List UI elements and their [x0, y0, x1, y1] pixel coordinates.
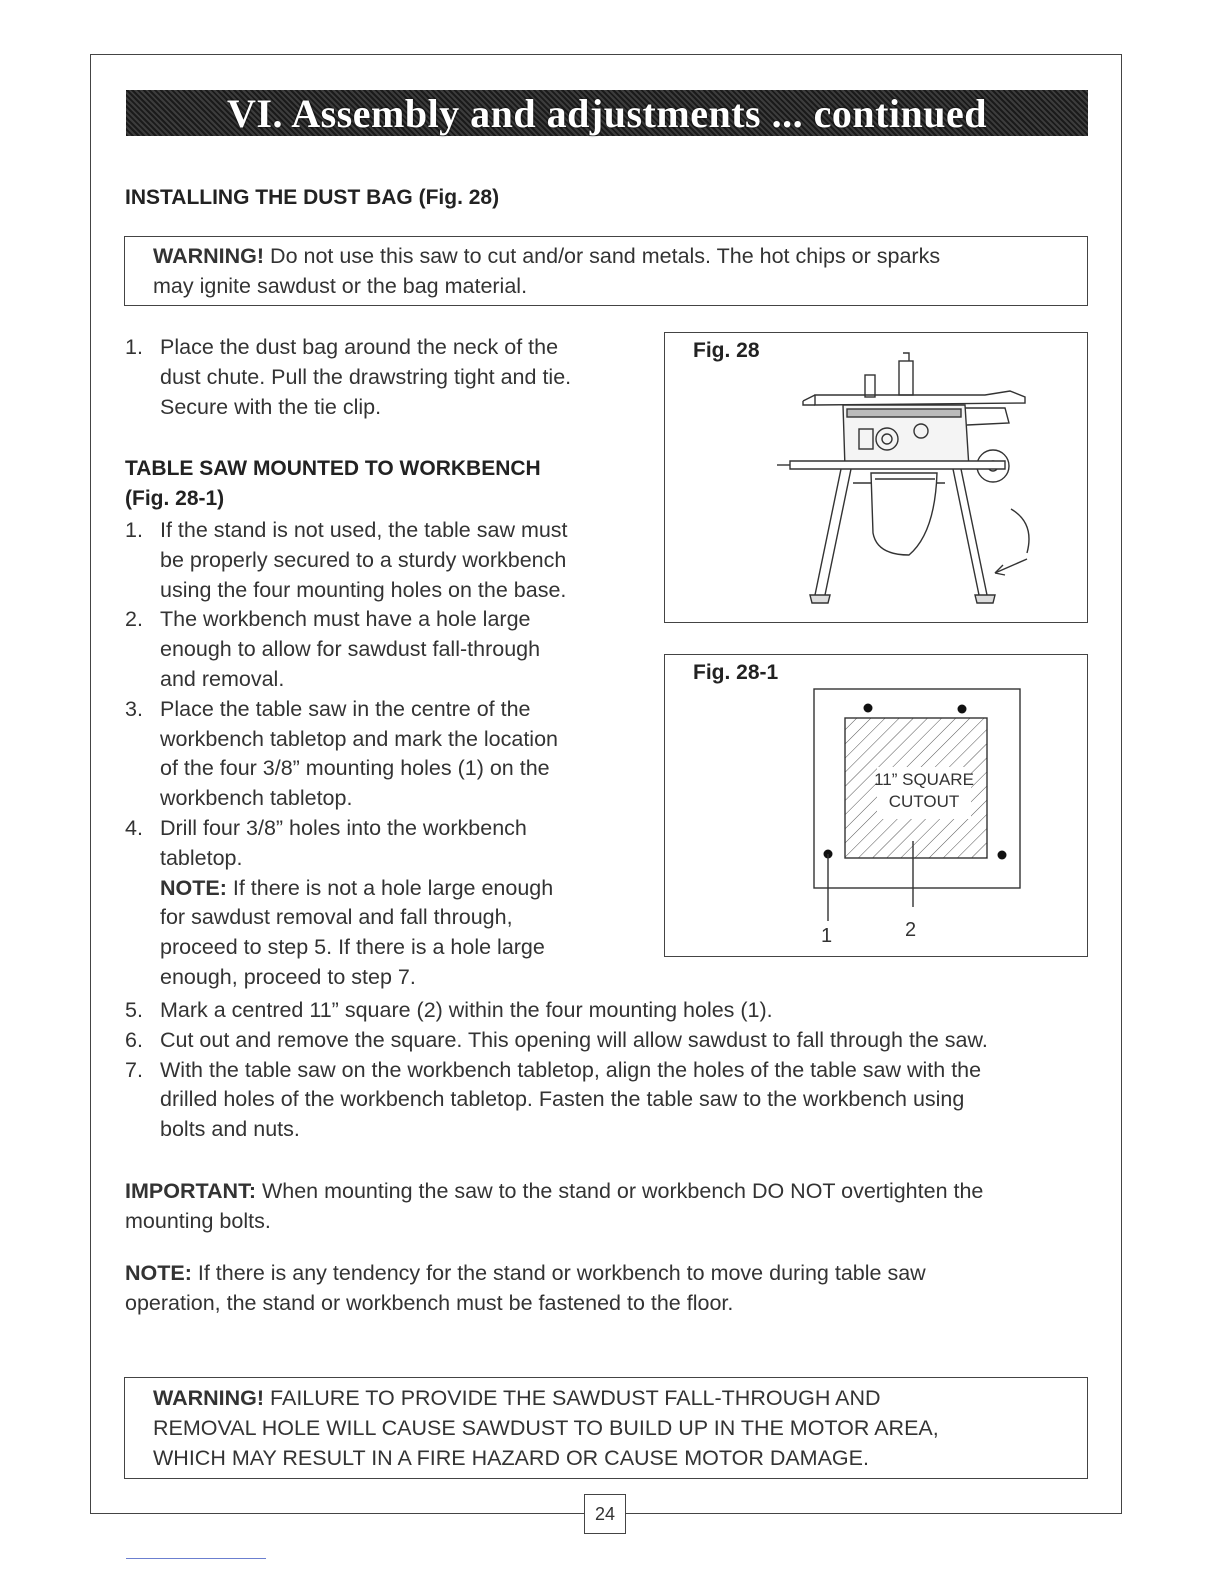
list-item: 3. Place the table saw in the centre of the workbench tabletop and mark the location of the four 3/8” mounting holes (1) on the workbench tabletop. [125, 696, 558, 811]
important-paragraph: IMPORTANT: When mounting the saw to the stand or workbench DO NOT overtighten the mounting bolts. [125, 1179, 984, 1233]
figure-28-1 [664, 654, 1088, 957]
section-banner [126, 90, 1088, 136]
footer-line [126, 1558, 266, 1559]
cutout-text: 11” SQUARE CUTOUT [874, 770, 974, 811]
mounting-hole [998, 851, 1007, 860]
workbench-steps [125, 516, 645, 993]
banner-title: VI. Assembly and adjustments ... continued [226, 90, 988, 136]
list-item: 6. Cut out and remove the square. This opening will allow sawdust to fall through the saw. [125, 1027, 988, 1052]
callout-2: 2 [905, 919, 917, 941]
list-item: 2. The workbench must have a hole large enough to allow for sawdust fall-through and removal. [125, 607, 541, 691]
fig28-label: Fig. 28 [693, 339, 760, 362]
workbench-heading: TABLE SAW MOUNTED TO WORKBENCH (Fig. 28-1) [125, 457, 541, 510]
list-item: 1. Place the dust bag around the neck of the dust chute. Pull the drawstring tight and tie. Secure with the tie clip. [125, 335, 572, 419]
warning-metals-line2: may ignite sawdust or the bag material. [153, 274, 528, 298]
note-paragraph: NOTE: If there is any tendency for the stand or workbench to move during table saw operation, the stand or workbench must be fastened to the floor. [125, 1261, 926, 1315]
dust-bag-step [125, 333, 645, 422]
note-label: NOTE: [125, 1261, 192, 1285]
workbench-steps-wide [125, 996, 1095, 1145]
warning-box-metals [124, 236, 1088, 306]
dust-bag-heading: INSTALLING THE DUST BAG (Fig. 28) [125, 186, 500, 209]
fig28-1-label: Fig. 28-1 [693, 661, 779, 684]
step4-note: NOTE: If there is not a hole large enough [160, 875, 554, 900]
list-item: 4. Drill four 3/8” holes into the workbench tabletop. NOTE: If there is not a hole large enough for sawdust removal and fall through, proceed to step 5. If there is a hole large enough, proceed to step 7. [125, 814, 645, 993]
mounting-hole [864, 704, 873, 713]
important-label: IMPORTANT: [125, 1179, 256, 1203]
warning-label: WARNING! [153, 1386, 265, 1410]
figure-28 [664, 332, 1088, 623]
table-saw-illustration [665, 333, 1087, 622]
callout-1: 1 [821, 925, 833, 947]
list-item: 5. Mark a centred 11” square (2) within the four mounting holes (1). [125, 998, 773, 1022]
warning-box-fire: WARNING! FAILURE TO PROVIDE THE SAWDUST FALL-THROUGH AND REMOVAL HOLE WILL CAUSE SAWDUST TO BUILD UP IN THE MOTOR AREA, WHICH MAY RESULT IN A FIRE HAZARD OR CAUSE MOTOR DAMAGE. [124, 1377, 1088, 1479]
warning-metals-line1: WARNING! Do not use this saw to cut and/or sand metals. The hot chips or sparks [153, 244, 941, 268]
page-number: 24 [584, 1494, 626, 1534]
list-item: 1. If the stand is not used, the table saw must be properly secured to a sturdy workbench using the four mounting holes on the base. [125, 518, 568, 602]
mounting-hole [958, 705, 967, 714]
warning-label: WARNING! [153, 244, 265, 268]
list-item: 7. With the table saw on the workbench tabletop, align the holes of the table saw with the drilled holes of the workbench tabletop. Fasten the table saw to the workbench using bolts and nuts. [125, 1057, 982, 1142]
